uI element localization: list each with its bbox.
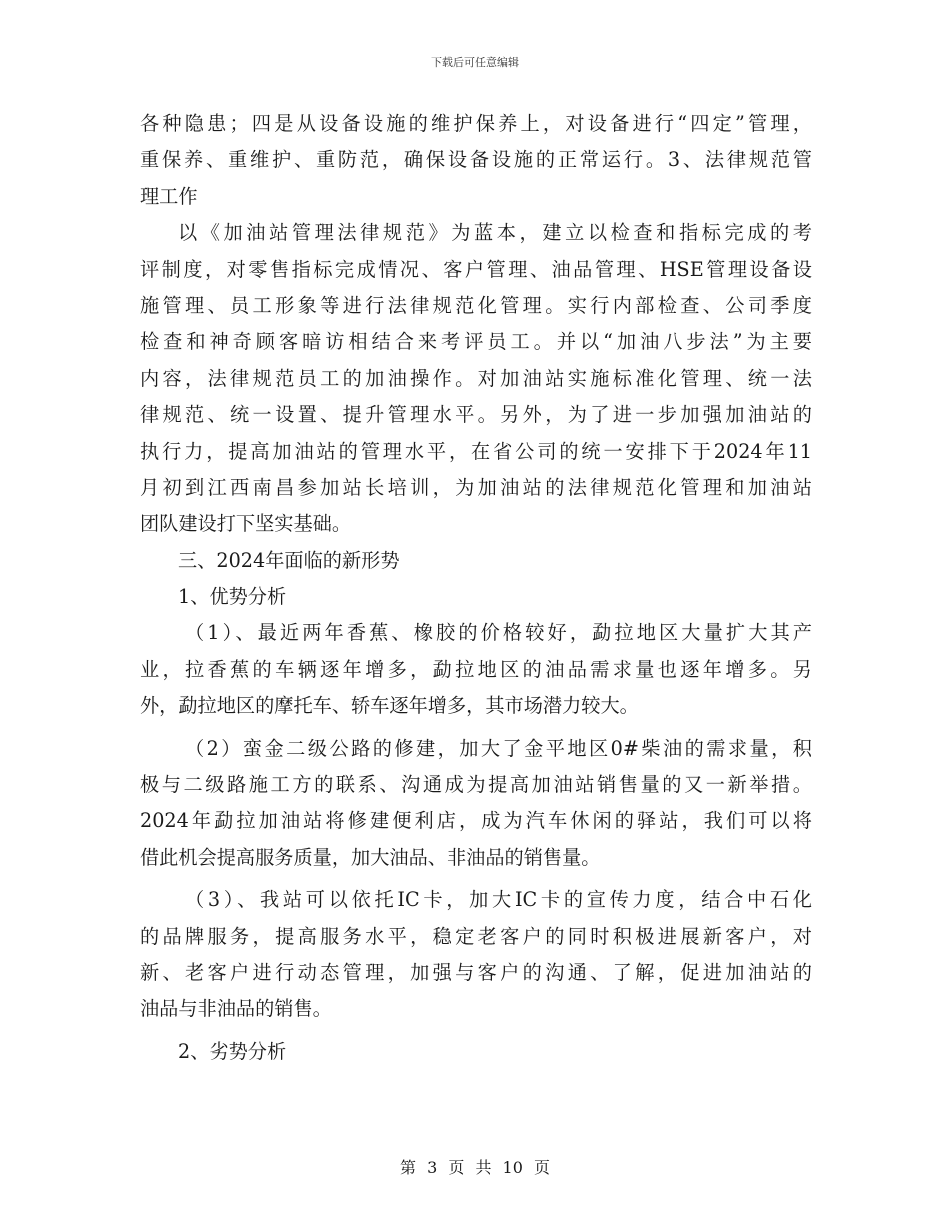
text-line: （2）蛮金二级公路的修建，加大了金平地区0#柴油的需求量，积 (185, 736, 812, 760)
document-body (140, 106, 812, 1070)
text-line: 以《加油站管理法律规范》为蓝本，建立以检查和指标完成的考 (178, 221, 812, 245)
text-line: 新、老客户进行动态管理，加强与客户的沟通、了解，促进加油站的 (140, 960, 812, 984)
text-line: 理工作 (140, 184, 198, 208)
text-line: 外，勐拉地区的摩托车、轿车逐年增多，其市场潜力较大。 (140, 694, 639, 718)
text-line: （1）、最近两年香蕉、橡胶的价格较好，勐拉地区大量扩大其产 (185, 621, 812, 645)
text-line: 团队建设打下坚实基础。 (140, 512, 352, 536)
text-line: 各种隐患；四是从设备设施的维护保养上，对设备进行“四定”管理， (140, 112, 812, 135)
section-heading: 三、2024年面临的新形势 (178, 548, 400, 572)
text-line: 业，拉香蕉的车辆逐年增多，勐拉地区的油品需求量也逐年增多。另 (140, 657, 812, 681)
text-line: 月初到江西南昌参加站长培训，为加油站的法律规范化管理和加油站 (140, 475, 812, 499)
text-line: 检查和神奇顾客暗访相结合来考评员工。并以“加油八步法”为主要 (140, 330, 812, 354)
page-header: 下载后可任意编辑 (431, 56, 519, 69)
subsection-heading: 2、劣势分析 (178, 1039, 287, 1063)
text-line: 油品与非油品的销售。 (140, 997, 332, 1021)
text-line: 内容，法律规范员工的加油操作。对加油站实施标准化管理、统一法 (140, 366, 812, 390)
text-line: 借此机会提高服务质量，加大油品、非油品的销售量。 (140, 845, 601, 869)
text-line: 极与二级路施工方的联系、沟通成为提高加油站销售量的又一新举措。 (140, 773, 812, 797)
text-line: 2024年勐拉加油站将修建便利店，成为汽车休闲的驿站，我们可以将 (140, 809, 812, 833)
text-line: 执行力，提高加油站的管理水平，在省公司的统一安排下于2024年11 (140, 439, 812, 463)
text-line: 施管理、员工形象等进行法律规范化管理。实行内部检查、公司季度 (140, 293, 812, 317)
text-line: 律规范、统一设置、提升管理水平。另外，为了进一步加强加油站的 (140, 403, 812, 427)
text-line: 重保养、重维护、重防范，确保设备设施的正常运行。3、法律规范管 (140, 148, 812, 172)
page-footer: 第 3 页 共 10 页 (400, 1158, 550, 1177)
text-line: 评制度，对零售指标完成情况、客户管理、油品管理、HSE管理设备设 (140, 257, 812, 281)
subsection-heading: 1、优势分析 (178, 585, 287, 609)
text-line: （3）、我站可以依托IC卡，加大IC卡的宣传力度，结合中石化 (185, 888, 812, 912)
text-line: 的品牌服务，提高服务水平，稳定老客户的同时积极进展新客户，对 (140, 924, 812, 948)
